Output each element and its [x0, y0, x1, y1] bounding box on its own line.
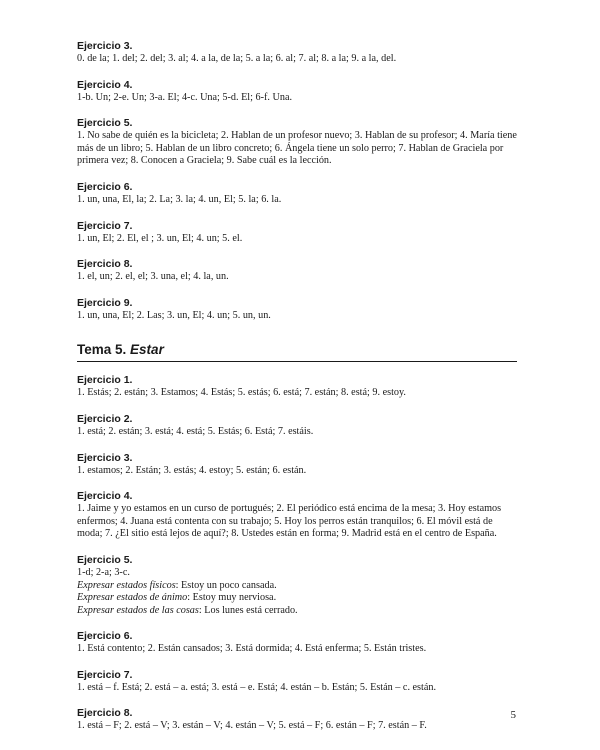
section-name: Estar — [130, 342, 164, 358]
exercise-block — [77, 181, 517, 207]
example-line — [77, 580, 517, 593]
exercise-answers: 1. está – f. Está; 2. está – a. está; 3. está – e. Está; 4. están – b. Están; 5. Están – c. están. — [77, 681, 437, 693]
exercise-title: Ejercicio 6. — [77, 180, 133, 193]
exercise-answers: 1. Estás; 2. están; 3. Estamos; 4. Estás; 5. estás; 6. está; 7. están; 8. está; 9. estoy. — [77, 387, 406, 399]
page-number: 5 — [510, 709, 516, 721]
exercise-answers: 0. de la; 1. del; 2. del; 3. al; 4. a la, de la; 5. a la; 6. al; 7. al; 8. a la; 9. a la, del. — [77, 53, 397, 64]
exercise-block — [77, 490, 517, 541]
exercise-answers: 1. un, una, El, la; 2. La; 3. la; 4. un, El; 5. la; 6. la. — [77, 193, 282, 205]
exercise-answers: 1. estamos; 2. Están; 3. estás; 4. estoy; 5. están; 6. están. — [77, 464, 307, 476]
section-prefix: Tema 5. — [77, 342, 127, 358]
exercise-answers: 1. está – F; 2. está – V; 3. están – V; 4. están – V; 5. está – F; 6. están – F; 7. están – F. — [77, 720, 427, 732]
exercise-answers: 1. está; 2. están; 3. está; 4. está; 5. Estás; 6. Está; 7. estáis. — [77, 425, 314, 437]
exercise-block — [77, 40, 517, 66]
exercise-title: Ejercicio 7. — [77, 219, 133, 232]
answer-key-page — [77, 40, 517, 746]
exercise-title: Ejercicio 8. — [77, 707, 133, 720]
exercise-block — [77, 79, 517, 105]
exercise-title: Ejercicio 4. — [77, 490, 133, 503]
exercise-block — [77, 413, 517, 439]
exercise-title: Ejercicio 9. — [77, 296, 133, 309]
example-line — [77, 592, 517, 605]
example-line — [77, 605, 517, 618]
example-label: Expresar estados de ánimo — [77, 592, 188, 604]
exercise-answers: 1. Está contento; 2. Están cansados; 3. Está dormida; 4. Está enferma; 5. Están tristes. — [77, 643, 427, 655]
exercise-title: Ejercicio 3. — [77, 40, 133, 52]
exercise-answers: 1-d; 2-a; 3-c. — [77, 566, 130, 578]
exercise-answers: 1. el, un; 2. el, el; 3. una, el; 4. la, un. — [77, 271, 229, 283]
exercise-block — [77, 117, 517, 168]
section-heading — [77, 342, 517, 362]
exercise-block — [77, 630, 517, 656]
exercise-answers: 1. un, El; 2. El, el ; 3. un, El; 4. un; 5. el. — [77, 232, 243, 244]
exercise-block — [77, 220, 517, 246]
exercise-block — [77, 669, 517, 695]
exercise-title: Ejercicio 6. — [77, 630, 133, 643]
exercise-title: Ejercicio 7. — [77, 668, 133, 681]
exercise-title: Ejercicio 2. — [77, 412, 133, 425]
exercise-block — [77, 258, 517, 284]
example-label: Expresar estados de las cosas — [77, 604, 199, 616]
exercise-answers: 1. No sabe de quién es la bicicleta; 2. Hablan de un profesor nuevo; 3. Hablan de su profesor; 4. María tiene más de un libro; 5. Hablan de un libro concreto; 6. Ángela tiene un solo perro; 7. Hablan de Graciela por primera vez; 8. Conocen a Graciela; 9. Sabe cuál es la lección. — [77, 130, 517, 167]
exercise-block — [77, 554, 517, 617]
exercise-answers: 1. un, una, El; 2. Las; 3. un, El; 4. un; 5. un, un. — [77, 309, 271, 321]
example-text: : Estoy un poco cansada. — [175, 579, 277, 591]
exercise-title: Ejercicio 4. — [77, 78, 133, 91]
exercise-title: Ejercicio 1. — [77, 374, 133, 387]
exercise-title: Ejercicio 8. — [77, 258, 133, 271]
example-text: : Estoy muy nerviosa. — [187, 592, 277, 604]
exercise-title: Ejercicio 5. — [77, 117, 133, 130]
exercise-block — [77, 374, 517, 400]
exercise-title: Ejercicio 3. — [77, 451, 133, 464]
example-label: Expresar estados físicos — [77, 579, 176, 591]
exercise-answers: 1-b. Un; 2-e. Un; 3-a. El; 4-c. Una; 5-d. El; 6-f. Una. — [77, 91, 293, 103]
exercise-title: Ejercicio 5. — [77, 553, 133, 566]
exercise-block — [77, 452, 517, 478]
exercise-block — [77, 707, 517, 733]
exercise-block — [77, 297, 517, 323]
exercise-answers: 1. Jaime y yo estamos en un curso de portugués; 2. El periódico está encima de la mesa; 3. Hoy estamos enfermos; 4. Juana está contenta con su trabajo; 5. Hoy los perros están tranquilos; 6. El móvil está de moda; 7. ¿El sitio está lejos de aquí?; 8. Ustedes están en forma; 9. Madrid está en el centro de España. — [77, 503, 502, 540]
example-text: : Los lunes está cerrado. — [198, 604, 298, 616]
